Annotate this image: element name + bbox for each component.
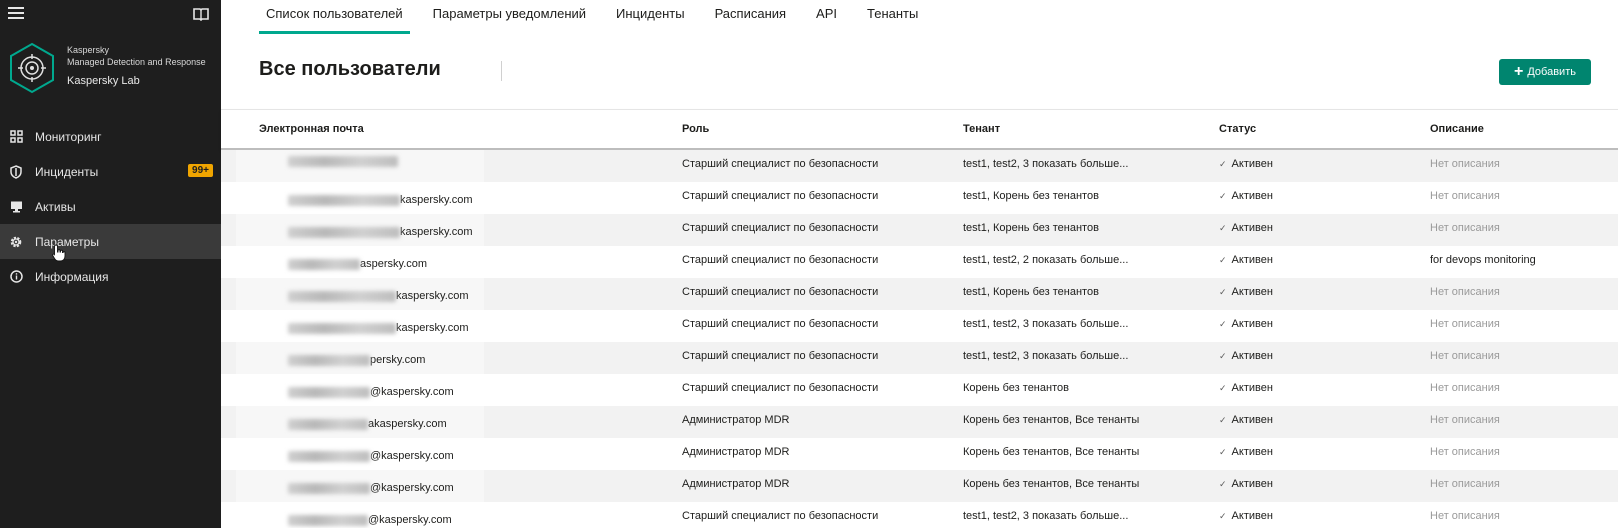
email-value xyxy=(288,258,427,270)
tenant-cell: Корень без тенантов, Все тенанты xyxy=(963,414,1140,426)
email-domain: aspersky.com xyxy=(360,258,428,270)
check-icon: ✓ xyxy=(1219,223,1227,233)
redacted-email-part xyxy=(288,515,368,526)
description-cell: Нет описания xyxy=(1430,478,1500,490)
redacted-email-part xyxy=(288,387,370,398)
email-value xyxy=(288,354,425,366)
brand-company: Kaspersky xyxy=(67,45,110,55)
column-header-status[interactable]: Статус xyxy=(1219,123,1257,135)
tenant-cell: test1, Корень без тенантов xyxy=(963,222,1099,234)
status-cell xyxy=(1219,254,1273,266)
book-icon[interactable] xyxy=(193,7,209,21)
sidebar xyxy=(0,0,221,528)
email-value xyxy=(288,386,454,398)
column-header-tenant[interactable]: Тенант xyxy=(963,123,1001,135)
check-icon: ✓ xyxy=(1219,319,1227,329)
column-header-email[interactable]: Электронная почта xyxy=(259,123,364,135)
tenant-cell: test1, test2, 3 показать больше... xyxy=(963,318,1129,330)
check-icon: ✓ xyxy=(1219,415,1227,425)
email-cell xyxy=(236,214,484,246)
email-cell xyxy=(236,182,484,214)
email-cell xyxy=(236,278,484,310)
tenant-cell: test1, test2, 2 показать больше... xyxy=(963,254,1129,266)
table-row[interactable] xyxy=(221,278,1618,310)
email-domain: @kaspersky.com xyxy=(370,482,454,494)
email-domain: kaspersky.com xyxy=(400,194,473,206)
monitor-icon xyxy=(9,200,23,214)
brand-product: Managed Detection and Response xyxy=(67,57,206,67)
email-cell xyxy=(236,470,484,502)
tab-api[interactable]: API xyxy=(816,6,838,21)
email-value xyxy=(288,418,447,430)
tab-tenants[interactable]: Тенанты xyxy=(867,6,919,21)
email-domain: akaspersky.com xyxy=(368,418,447,430)
status-cell xyxy=(1219,222,1273,234)
table-row[interactable] xyxy=(221,342,1618,374)
status-cell xyxy=(1219,510,1273,522)
check-icon: ✓ xyxy=(1219,255,1227,265)
status-cell xyxy=(1219,350,1273,362)
tenant-cell: Корень без тенантов, Все тенанты xyxy=(963,446,1140,458)
dashboard-icon xyxy=(9,130,23,144)
role-cell: Старший специалист по безопасности xyxy=(682,382,879,394)
role-cell: Старший специалист по безопасности xyxy=(682,286,879,298)
status-value: Активен xyxy=(1231,478,1273,490)
add-button-label: Добавить xyxy=(1527,66,1576,78)
description-cell: Нет описания xyxy=(1430,350,1500,362)
table-row[interactable] xyxy=(221,182,1618,214)
role-cell: Администратор MDR xyxy=(682,478,790,490)
description-cell: Нет описания xyxy=(1430,190,1500,202)
email-domain: kaspersky.com xyxy=(396,290,469,302)
status-value: Активен xyxy=(1231,254,1273,266)
check-icon: ✓ xyxy=(1219,479,1227,489)
role-cell: Старший специалист по безопасности xyxy=(682,318,879,330)
menu-icon[interactable] xyxy=(8,7,24,21)
role-cell: Администратор MDR xyxy=(682,446,790,458)
email-value xyxy=(288,450,454,462)
role-cell: Старший специалист по безопасности xyxy=(682,222,879,234)
table-row[interactable] xyxy=(221,470,1618,502)
email-domain: persky.com xyxy=(370,354,426,366)
description-cell: Нет описания xyxy=(1430,318,1500,330)
check-icon: ✓ xyxy=(1219,383,1227,393)
status-value: Активен xyxy=(1231,350,1273,362)
role-cell: Старший специалист по безопасности xyxy=(682,254,879,266)
redacted-email-part xyxy=(288,259,360,270)
redacted-email-part xyxy=(288,355,370,366)
tenant-cell: test1, test2, 3 показать больше... xyxy=(963,158,1129,170)
redacted-email-part xyxy=(288,195,400,206)
tab-incidents[interactable]: Инциденты xyxy=(616,6,685,21)
status-cell xyxy=(1219,286,1273,298)
role-cell: Старший специалист по безопасности xyxy=(682,190,879,202)
email-cell xyxy=(236,342,484,374)
check-icon: ✓ xyxy=(1219,287,1227,297)
title-divider xyxy=(501,61,502,81)
status-value: Активен xyxy=(1231,414,1273,426)
column-header-description[interactable]: Описание xyxy=(1430,123,1484,135)
sidebar-item-label: Активы xyxy=(35,199,76,214)
tenant-cell: test1, Корень без тенантов xyxy=(963,190,1099,202)
description-cell: for devops monitoring xyxy=(1430,254,1536,266)
sidebar-item-monitoring[interactable] xyxy=(0,119,221,154)
status-cell xyxy=(1219,478,1273,490)
status-value: Активен xyxy=(1231,382,1273,394)
email-value xyxy=(288,482,454,494)
tenant-cell: test1, test2, 3 показать больше... xyxy=(963,510,1129,522)
email-domain: kaspersky.com xyxy=(400,226,473,238)
tab-schedules[interactable]: Расписания xyxy=(714,6,787,21)
brand xyxy=(8,42,218,98)
sidebar-item-label: Параметры xyxy=(35,234,99,249)
status-value: Активен xyxy=(1231,286,1273,298)
email-cell xyxy=(236,502,484,528)
tenant-cell: test1, Корень без тенантов xyxy=(963,286,1099,298)
email-cell xyxy=(236,310,484,342)
hand-pointer-icon xyxy=(52,244,66,262)
info-icon xyxy=(9,270,23,284)
column-header-role[interactable]: Роль xyxy=(682,123,710,135)
redacted-email-part xyxy=(288,291,396,302)
table-row[interactable] xyxy=(221,406,1618,438)
tab-users-list[interactable]: Список пользователей xyxy=(259,0,410,34)
redacted-email-part xyxy=(288,451,370,462)
redacted-email-part xyxy=(288,156,398,167)
email-cell xyxy=(236,150,484,182)
description-cell: Нет описания xyxy=(1430,382,1500,394)
check-icon: ✓ xyxy=(1219,191,1227,201)
plus-icon: + xyxy=(1514,63,1524,80)
main-content xyxy=(221,0,1618,528)
add-user-button[interactable] xyxy=(1499,59,1591,85)
sidebar-nav xyxy=(0,119,221,294)
sidebar-item-assets[interactable] xyxy=(0,189,221,224)
check-icon: ✓ xyxy=(1219,351,1227,361)
table-body xyxy=(221,150,1618,528)
status-value: Активен xyxy=(1231,446,1273,458)
users-table xyxy=(221,109,1618,528)
role-cell: Старший специалист по безопасности xyxy=(682,350,879,362)
email-value xyxy=(288,226,473,238)
kaspersky-logo-icon xyxy=(8,42,56,94)
description-cell: Нет описания xyxy=(1430,222,1500,234)
sidebar-item-information[interactable] xyxy=(0,259,221,294)
sidebar-item-label: Информация xyxy=(35,269,109,284)
status-cell xyxy=(1219,414,1273,426)
email-value xyxy=(288,194,473,206)
email-value xyxy=(288,155,398,167)
status-cell xyxy=(1219,158,1273,170)
status-cell xyxy=(1219,382,1273,394)
email-domain: @kaspersky.com xyxy=(368,514,452,526)
email-cell xyxy=(236,406,484,438)
email-domain: @kaspersky.com xyxy=(370,450,454,462)
redacted-email-part xyxy=(288,483,370,494)
redacted-email-part xyxy=(288,419,368,430)
status-value: Активен xyxy=(1231,158,1273,170)
email-cell xyxy=(236,374,484,406)
email-value xyxy=(288,514,452,526)
brand-organization: Kaspersky Lab xyxy=(67,75,140,87)
table-row[interactable] xyxy=(221,374,1618,406)
table-header xyxy=(221,109,1618,150)
email-domain: @kaspersky.com xyxy=(370,386,454,398)
status-cell xyxy=(1219,446,1273,458)
tab-notification-settings[interactable]: Параметры уведомлений xyxy=(432,6,587,21)
check-icon: ✓ xyxy=(1219,511,1227,521)
page-title: Все пользователи xyxy=(259,58,441,80)
tenant-cell: Корень без тенантов xyxy=(963,382,1069,394)
table-row[interactable] xyxy=(221,502,1618,528)
status-value: Активен xyxy=(1231,318,1273,330)
table-row[interactable] xyxy=(221,150,1618,182)
redacted-email-part xyxy=(288,323,396,334)
tab-bar xyxy=(259,0,941,34)
email-cell xyxy=(236,246,484,278)
incidents-count-badge: 99+ xyxy=(188,164,213,177)
status-value: Активен xyxy=(1231,190,1273,202)
email-value xyxy=(288,322,469,334)
role-cell: Администратор MDR xyxy=(682,414,790,426)
sidebar-item-settings[interactable] xyxy=(0,224,221,259)
table-row[interactable] xyxy=(221,438,1618,470)
table-row[interactable] xyxy=(221,214,1618,246)
sidebar-item-incidents[interactable] xyxy=(0,154,221,189)
description-cell: Нет описания xyxy=(1430,414,1500,426)
gear-icon xyxy=(9,235,23,249)
redacted-email-part xyxy=(288,227,400,238)
sidebar-top xyxy=(0,0,221,34)
status-cell xyxy=(1219,190,1273,202)
description-cell: Нет описания xyxy=(1430,158,1500,170)
description-cell: Нет описания xyxy=(1430,510,1500,522)
email-domain: kaspersky.com xyxy=(396,322,469,334)
table-row[interactable] xyxy=(221,310,1618,342)
status-value: Активен xyxy=(1231,510,1273,522)
description-cell: Нет описания xyxy=(1430,286,1500,298)
email-value xyxy=(288,290,469,302)
check-icon: ✓ xyxy=(1219,159,1227,169)
status-cell xyxy=(1219,318,1273,330)
table-row[interactable] xyxy=(221,246,1618,278)
role-cell: Старший специалист по безопасности xyxy=(682,158,879,170)
tenant-cell: test1, test2, 3 показать больше... xyxy=(963,350,1129,362)
email-cell xyxy=(236,438,484,470)
sidebar-item-label: Мониторинг xyxy=(35,129,102,144)
sidebar-item-label: Инциденты xyxy=(35,164,99,179)
status-value: Активен xyxy=(1231,222,1273,234)
role-cell: Старший специалист по безопасности xyxy=(682,510,879,522)
tenant-cell: Корень без тенантов, Все тенанты xyxy=(963,478,1140,490)
shield-icon xyxy=(9,165,23,179)
check-icon: ✓ xyxy=(1219,447,1227,457)
description-cell: Нет описания xyxy=(1430,446,1500,458)
